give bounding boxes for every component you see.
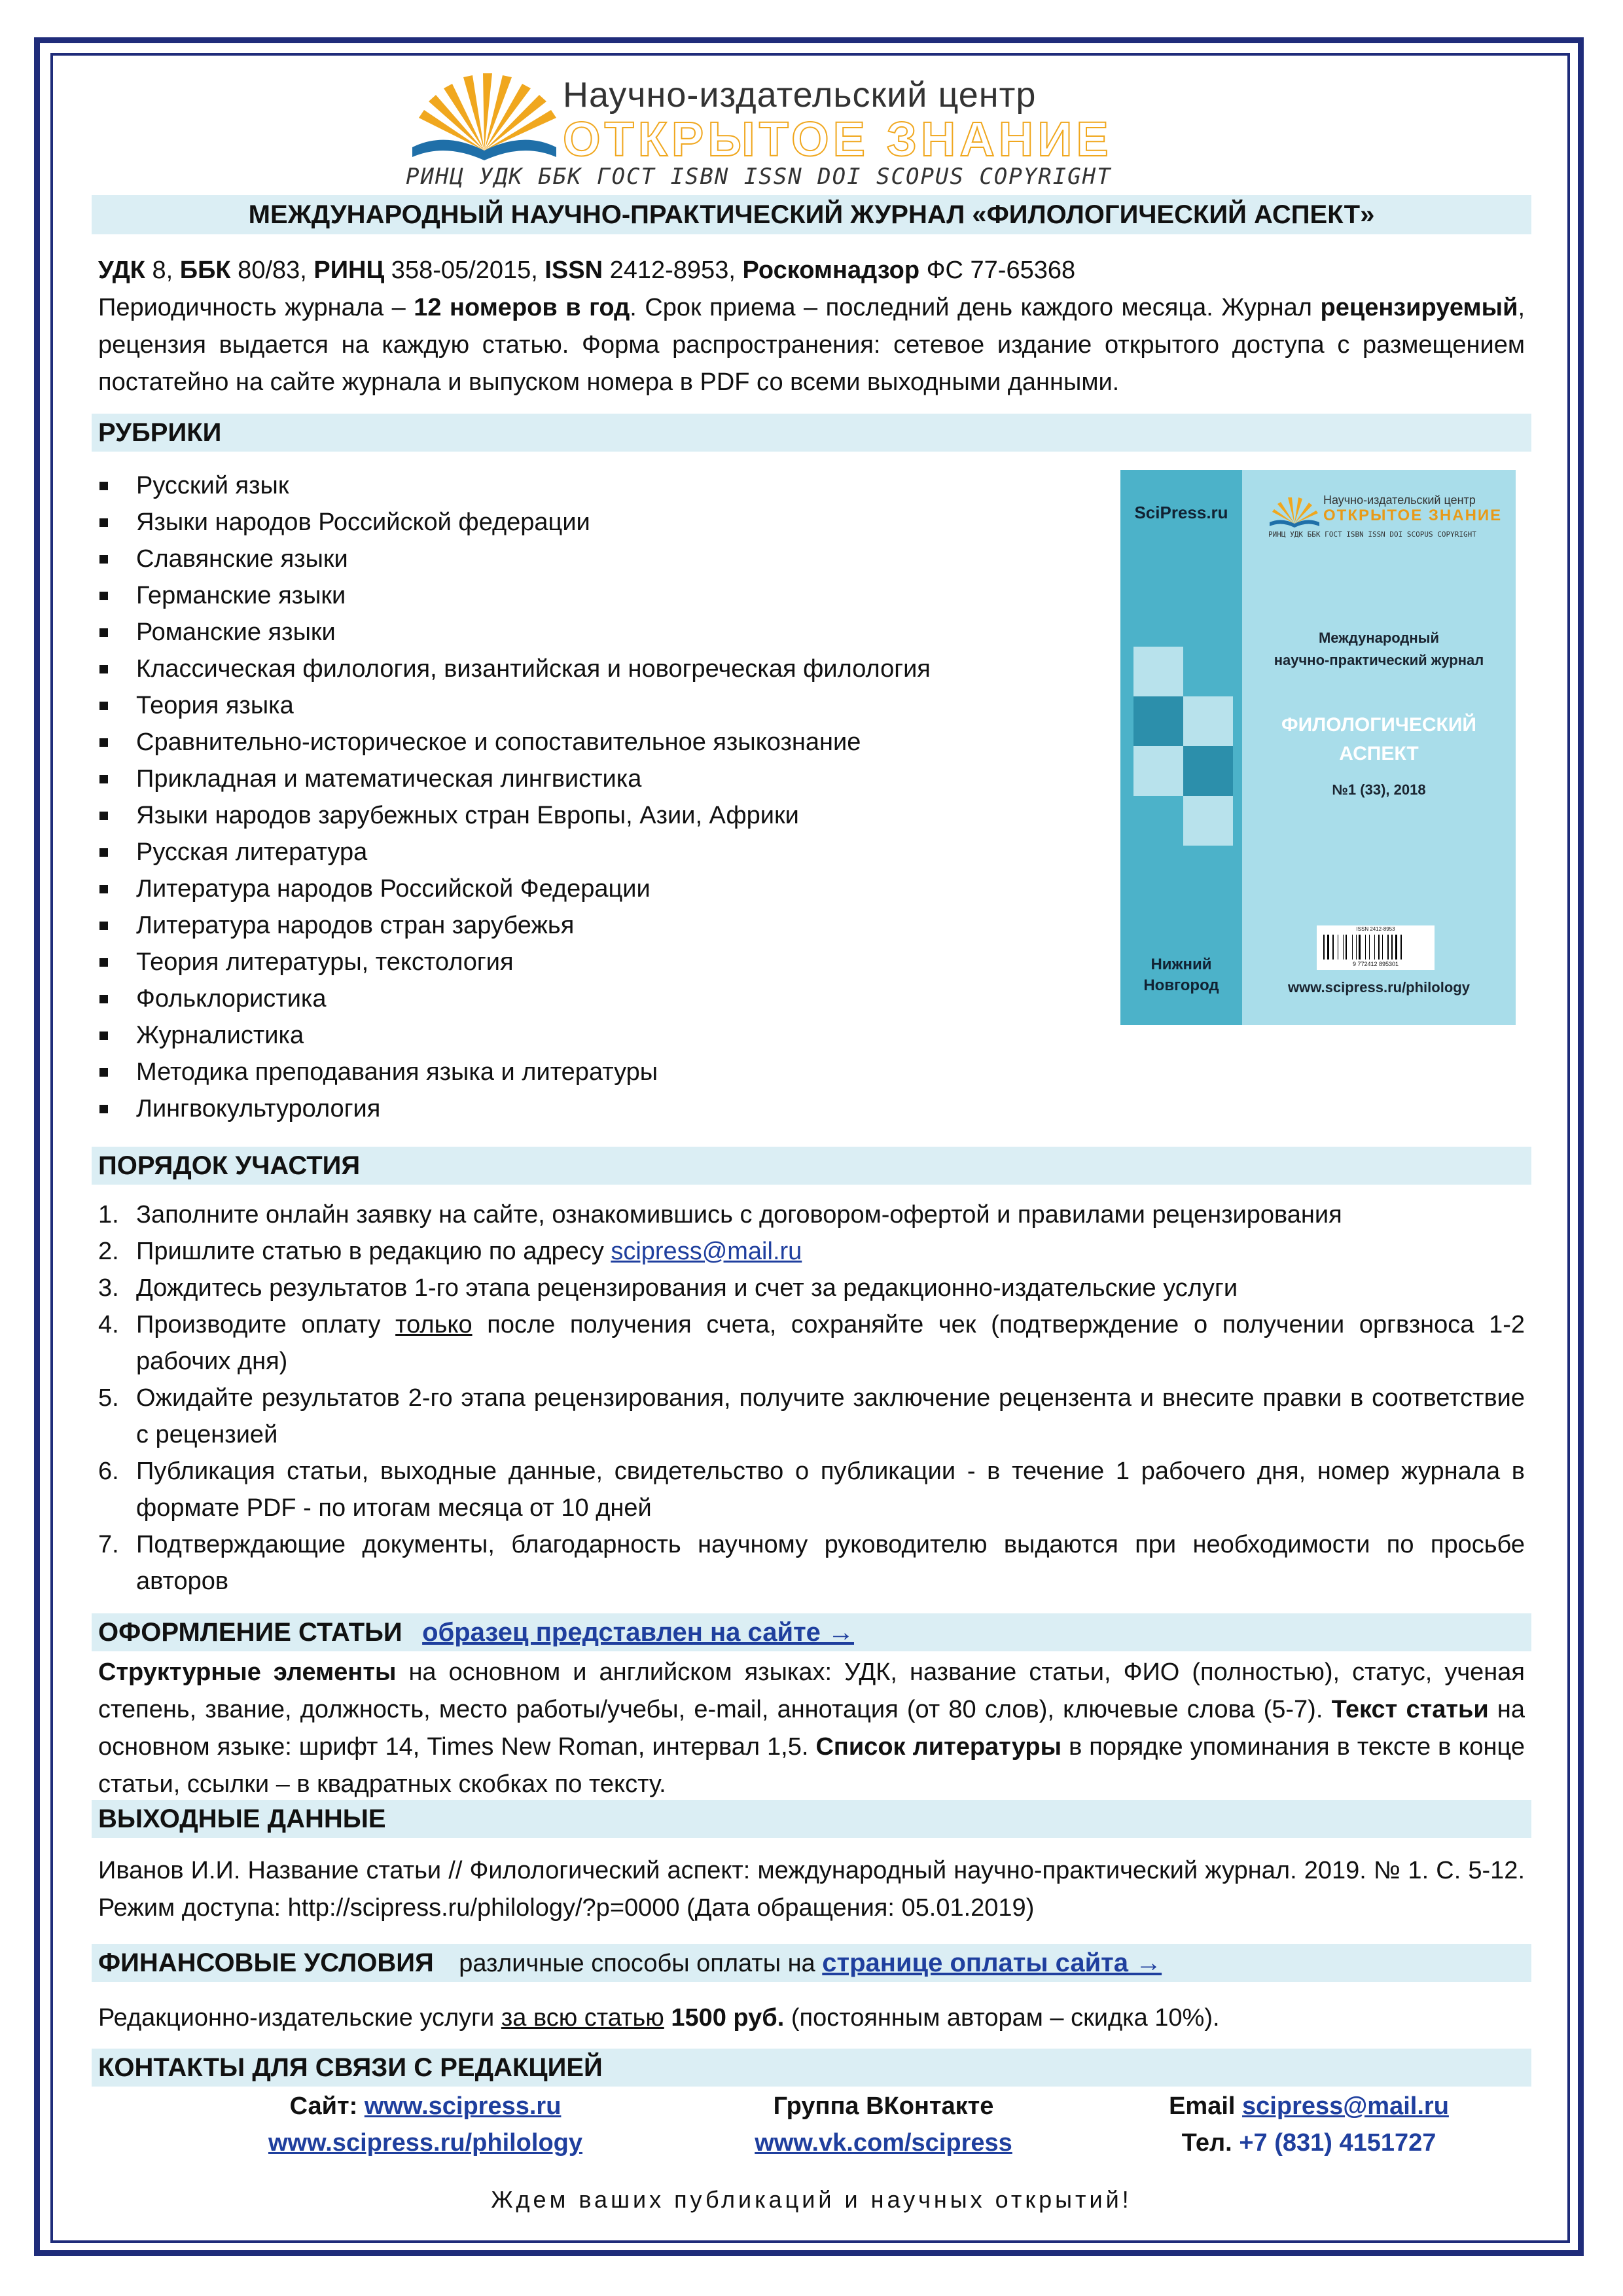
contact-email-phone: Email scipress@mail.ru Тел. +7 (831) 4151727 [1169, 2092, 1449, 2157]
rubric-item: Прикладная и математическая лингвистика [98, 761, 1080, 797]
procedure-list [98, 1196, 1525, 1600]
bullet-square-icon [99, 885, 108, 893]
cover-sunrise-icon [1268, 495, 1321, 528]
bullet-square-icon [99, 995, 108, 1003]
bullet-square-icon [99, 738, 108, 747]
cover-brand: SciPress.ru [1134, 503, 1228, 522]
publisher-logo [406, 65, 1126, 190]
step-5: 5. Ожидайте результатов 2-го этапа рецензирования, получите заключение рецензента и внесите правки в соответствие с рецензией [98, 1384, 1525, 1448]
rubric-item: Языки народов Российской федерации [98, 504, 1080, 541]
cover-square [1133, 696, 1183, 746]
barcode-bar [1346, 935, 1347, 960]
barcode-bar [1327, 935, 1329, 960]
bullet-square-icon [99, 518, 108, 527]
bullet-square-icon [99, 922, 108, 930]
closing-note: Ждем ваших публикаций и научных открытий! [491, 2186, 1132, 2213]
barcode-bar [1382, 935, 1383, 960]
output-title: ВЫХОДНЫЕ ДАННЫЕ [98, 1804, 386, 1833]
email-link[interactable]: scipress@mail.ru [611, 1238, 802, 1265]
cover-square [1133, 746, 1183, 796]
rubric-item: Классическая филология, византийская и новогреческая филология [98, 651, 1080, 687]
step-1: 1. Заполните онлайн заявку на сайте, ознакомившись с договором-офертой и правилами рецензирования [98, 1201, 1342, 1229]
journal-cover [1120, 470, 1516, 1025]
step-6: 6. Публикация статьи, выходные данные, свидетельство о публикации - в течение 1 рабочего дня, номер журнала в формате PDF - по итогам месяца от 10 дней [98, 1458, 1525, 1522]
barcode-bar [1352, 935, 1353, 960]
rubric-item: Славянские языки [98, 541, 1080, 577]
rubric-item: Методика преподавания языка и литературы [98, 1054, 1080, 1090]
bullet-square-icon [99, 555, 108, 564]
rubrics-title: РУБРИКИ [98, 418, 222, 447]
cover-barcode: ISSN 2412-8953 9 772412 895301 [1317, 925, 1435, 970]
contacts-title: КОНТАКТЫ ДЛЯ СВЯЗИ С РЕДАКЦИЕЙ [98, 2053, 603, 2082]
cover-logo-main: ОТКРЫТОЕ ЗНАНИЕ [1323, 507, 1503, 524]
vk-link[interactable]: www.vk.com/scipress [755, 2129, 1012, 2157]
rubrics-list [98, 467, 1080, 1127]
finance-title: ФИНАНСОВЫЕ УСЛОВИЯ [98, 1948, 434, 1977]
barcode-bar [1400, 935, 1402, 960]
barcode-bar [1387, 935, 1389, 960]
contact-email-link[interactable]: scipress@mail.ru [1242, 2092, 1449, 2120]
journal-title-bar [92, 195, 1531, 234]
barcode-bar [1356, 935, 1357, 960]
output-example: Иванов И.И. Название статьи // Филологический аспект: международный научно-практический журнал. 2019. № 1. С. 5-12. Режим доступа: http://scipress.ru/philology/?p=0000 (Дата обращения: 05.01.2019) [98, 1857, 1525, 1922]
step-2: 2. Пришлите статью в редакцию по адресу scipress@mail.ru [98, 1238, 802, 1265]
contact-vk: Группа ВКонтакте www.vk.com/scipress [755, 2092, 1012, 2157]
cover-square [1183, 796, 1233, 846]
barcode-bar [1391, 935, 1393, 960]
step-7: 7. Подтверждающие документы, благодарность научному руководителю выдаются при необходимости по просьбе авторов [98, 1531, 1525, 1595]
rubrics-bar [92, 414, 1531, 452]
barcode-bar [1378, 935, 1380, 960]
rubric-item: Фольклористика [98, 980, 1080, 1017]
cover-square [1183, 696, 1233, 746]
contacts-bar [92, 2049, 1531, 2087]
finance-text: Редакционно-издательские услуги за всю статью 1500 руб. (постоянным авторам – скидка 10%). [98, 2004, 1220, 2032]
cover-title: ФИЛОЛОГИЧЕСКИЙ АСПЕКТ [1281, 714, 1476, 764]
barcode-bar [1323, 935, 1325, 960]
site-link[interactable]: www.scipress.ru [364, 2092, 562, 2120]
barcode-bar [1365, 935, 1366, 960]
rubric-item: Лингвокультурология [98, 1090, 1080, 1127]
bullet-square-icon [99, 482, 108, 490]
rubric-item: Языки народов зарубежных стран Европы, Азии, Африки [98, 797, 1080, 834]
procedure-title: ПОРЯДОК УЧАСТИЯ [98, 1151, 361, 1180]
bullet-square-icon [99, 848, 108, 857]
formatting-bar [92, 1613, 1531, 1651]
cover-url: www.scipress.ru/philology [1288, 979, 1470, 996]
step-3: 3. Дождитесь результатов 1-го этапа рецензирования и счет за редакционно-издательские услуги [98, 1274, 1238, 1302]
journal-description: Периодичность журнала – 12 номеров в год. Срок приема – последний день каждого месяца. Журнал рецензируемый, рецензия выдается на каждую статью. Форма распространения: сетевое издание открытого доступа с размещением постатейно на сайте журнала и выпуском номера в PDF со всеми выходными данными. [98, 294, 1525, 396]
payment-page-link[interactable]: странице оплаты сайта → [822, 1948, 1162, 1977]
journal-title: МЕЖДУНАРОДНЫЙ НАУЧНО-ПРАКТИЧЕСКИЙ ЖУРНАЛ «ФИЛОЛОГИЧЕСКИЙ АСПЕКТ» [248, 200, 1375, 229]
logo-sub-text: РИНЦ УДК ББК ГОСТ ISBN ISSN DOI SCOPUS COPYRIGHT [406, 164, 1112, 190]
cover-city: Нижний Новгород [1143, 956, 1219, 994]
barcode-bar [1395, 935, 1397, 960]
formatting-text: Структурные элементы на основном и английском языках: УДК, название статьи, ФИО (полностью), статус, ученая степень, звание, должность, место работы/учебы, e-mail, аннотация (от 80 слов), ключевые слова (5-7). Текст статьи на основном языке: шрифт 14, Times New Roman, интервал 1,5. Список литературы в порядке упоминания в тексте в конце статьи, ссылки – в квадратных скобках по тексту. [98, 1659, 1525, 1798]
bullet-square-icon [99, 775, 108, 783]
rubric-item: Теория языка [98, 687, 1080, 724]
output-bar [92, 1800, 1531, 1838]
barcode-bar [1374, 935, 1375, 960]
procedure-bar [92, 1147, 1531, 1185]
rubric-item: Романские языки [98, 614, 1080, 651]
barcode-lines [1323, 935, 1428, 960]
rubric-item: Русская литература [98, 834, 1080, 870]
bullet-square-icon [99, 665, 108, 673]
bullet-square-icon [99, 958, 108, 967]
contact-site: Сайт: www.scipress.ru www.scipress.ru/philology [268, 2092, 583, 2157]
barcode-bar [1332, 935, 1334, 960]
barcode-bar [1343, 935, 1344, 960]
cover-logo-sub: РИНЦ УДК ББК ГОСТ ISBN ISSN DOI SCOPUS COPYRIGHT [1268, 530, 1476, 539]
bullet-square-icon [99, 702, 108, 710]
sunrise-book-icon [406, 65, 563, 164]
finance-bar [92, 1944, 1531, 1982]
bullet-square-icon [99, 592, 108, 600]
formatting-sample-link[interactable]: образец представлен на сайте → [422, 1618, 855, 1647]
rubric-item: Сравнительно-историческое и сопоставительное языкознание [98, 724, 1080, 761]
cover-square [1183, 746, 1233, 796]
cover-square [1133, 647, 1183, 696]
cover-issue: №1 (33), 2018 [1332, 781, 1426, 798]
bullet-square-icon [99, 812, 108, 820]
barcode-bar [1369, 935, 1370, 960]
step-4: 4. Производите оплату только после получения счета, сохраняйте чек (подтверждение о получении оргвзноса 1-2 рабочих дня) [98, 1311, 1525, 1375]
rubric-item: Германские языки [98, 577, 1080, 614]
bullet-square-icon [99, 628, 108, 637]
rubric-item: Литература народов стран зарубежья [98, 907, 1080, 944]
rubric-item: Журналистика [98, 1017, 1080, 1054]
bullet-square-icon [99, 1068, 108, 1077]
cover-logo-top: Научно-издательский центр [1323, 493, 1476, 507]
cover-subtitle: Международный научно-практический журнал [1274, 630, 1484, 668]
rubric-item: Литература народов Российской Федерации [98, 870, 1080, 907]
barcode-bar [1359, 935, 1361, 960]
rubric-item: Русский язык [98, 467, 1080, 504]
finance-note: различные способы оплаты на [459, 1950, 823, 1977]
bullet-square-icon [99, 1031, 108, 1040]
journal-codes: УДК 8, ББК 80/83, РИНЦ 358-05/2015, ISSN 2412-8953, Роскомнадзор ФС 77-65368 [98, 257, 1076, 284]
phone-number[interactable]: +7 (831) 4151727 [1239, 2129, 1436, 2157]
logo-top-text: Научно-издательский центр [563, 75, 1037, 115]
logo-main-text: ОТКРЫТОЕ ЗНАНИЕ [563, 112, 1113, 166]
rubric-item: Теория литературы, текстология [98, 944, 1080, 980]
bullet-square-icon [99, 1105, 108, 1113]
formatting-title: ОФОРМЛЕНИЕ СТАТЬИ [98, 1618, 402, 1647]
philology-link[interactable]: www.scipress.ru/philology [268, 2129, 583, 2157]
